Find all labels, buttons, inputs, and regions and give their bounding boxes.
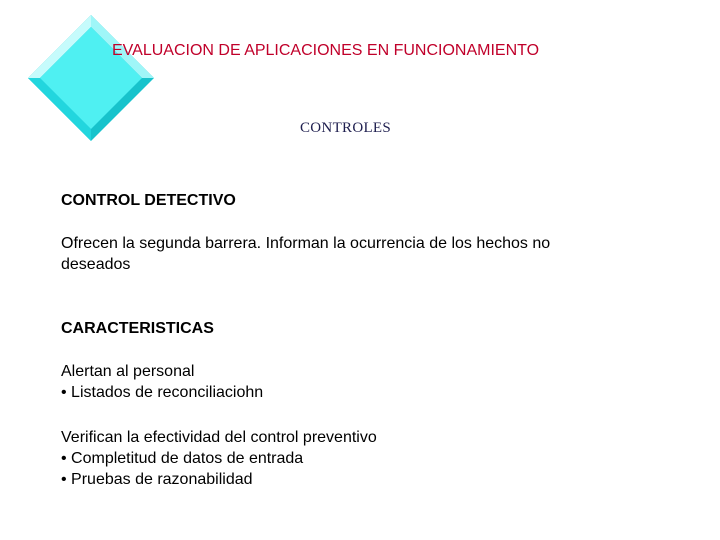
- characteristic-group-2: [61, 427, 377, 490]
- characteristic-group-1: [61, 361, 263, 403]
- description-line: deseados: [61, 256, 131, 273]
- description: [61, 233, 550, 275]
- section-heading: CONTROL DETECTIVO: [61, 192, 236, 209]
- slide-title: EVALUACION DE APLICACIONES EN FUNCIONAMIENTO: [112, 42, 540, 59]
- group-intro: Verifican la efectividad del control preventivo: [61, 429, 377, 446]
- group-intro: Alertan al personal: [61, 363, 195, 380]
- slide-subtitle: CONTROLES: [300, 120, 392, 136]
- characteristics-heading: CARACTERISTICAS: [61, 320, 214, 337]
- cyan-diamond-icon: [28, 15, 154, 141]
- list-item: • Completitud de datos de entrada: [61, 450, 304, 467]
- description-line: Ofrecen la segunda barrera. Informan la ocurrencia de los hechos no: [61, 235, 551, 252]
- list-item: • Pruebas de razonabilidad: [61, 471, 253, 488]
- list-item: • Listados de reconciliaciohn: [61, 384, 264, 401]
